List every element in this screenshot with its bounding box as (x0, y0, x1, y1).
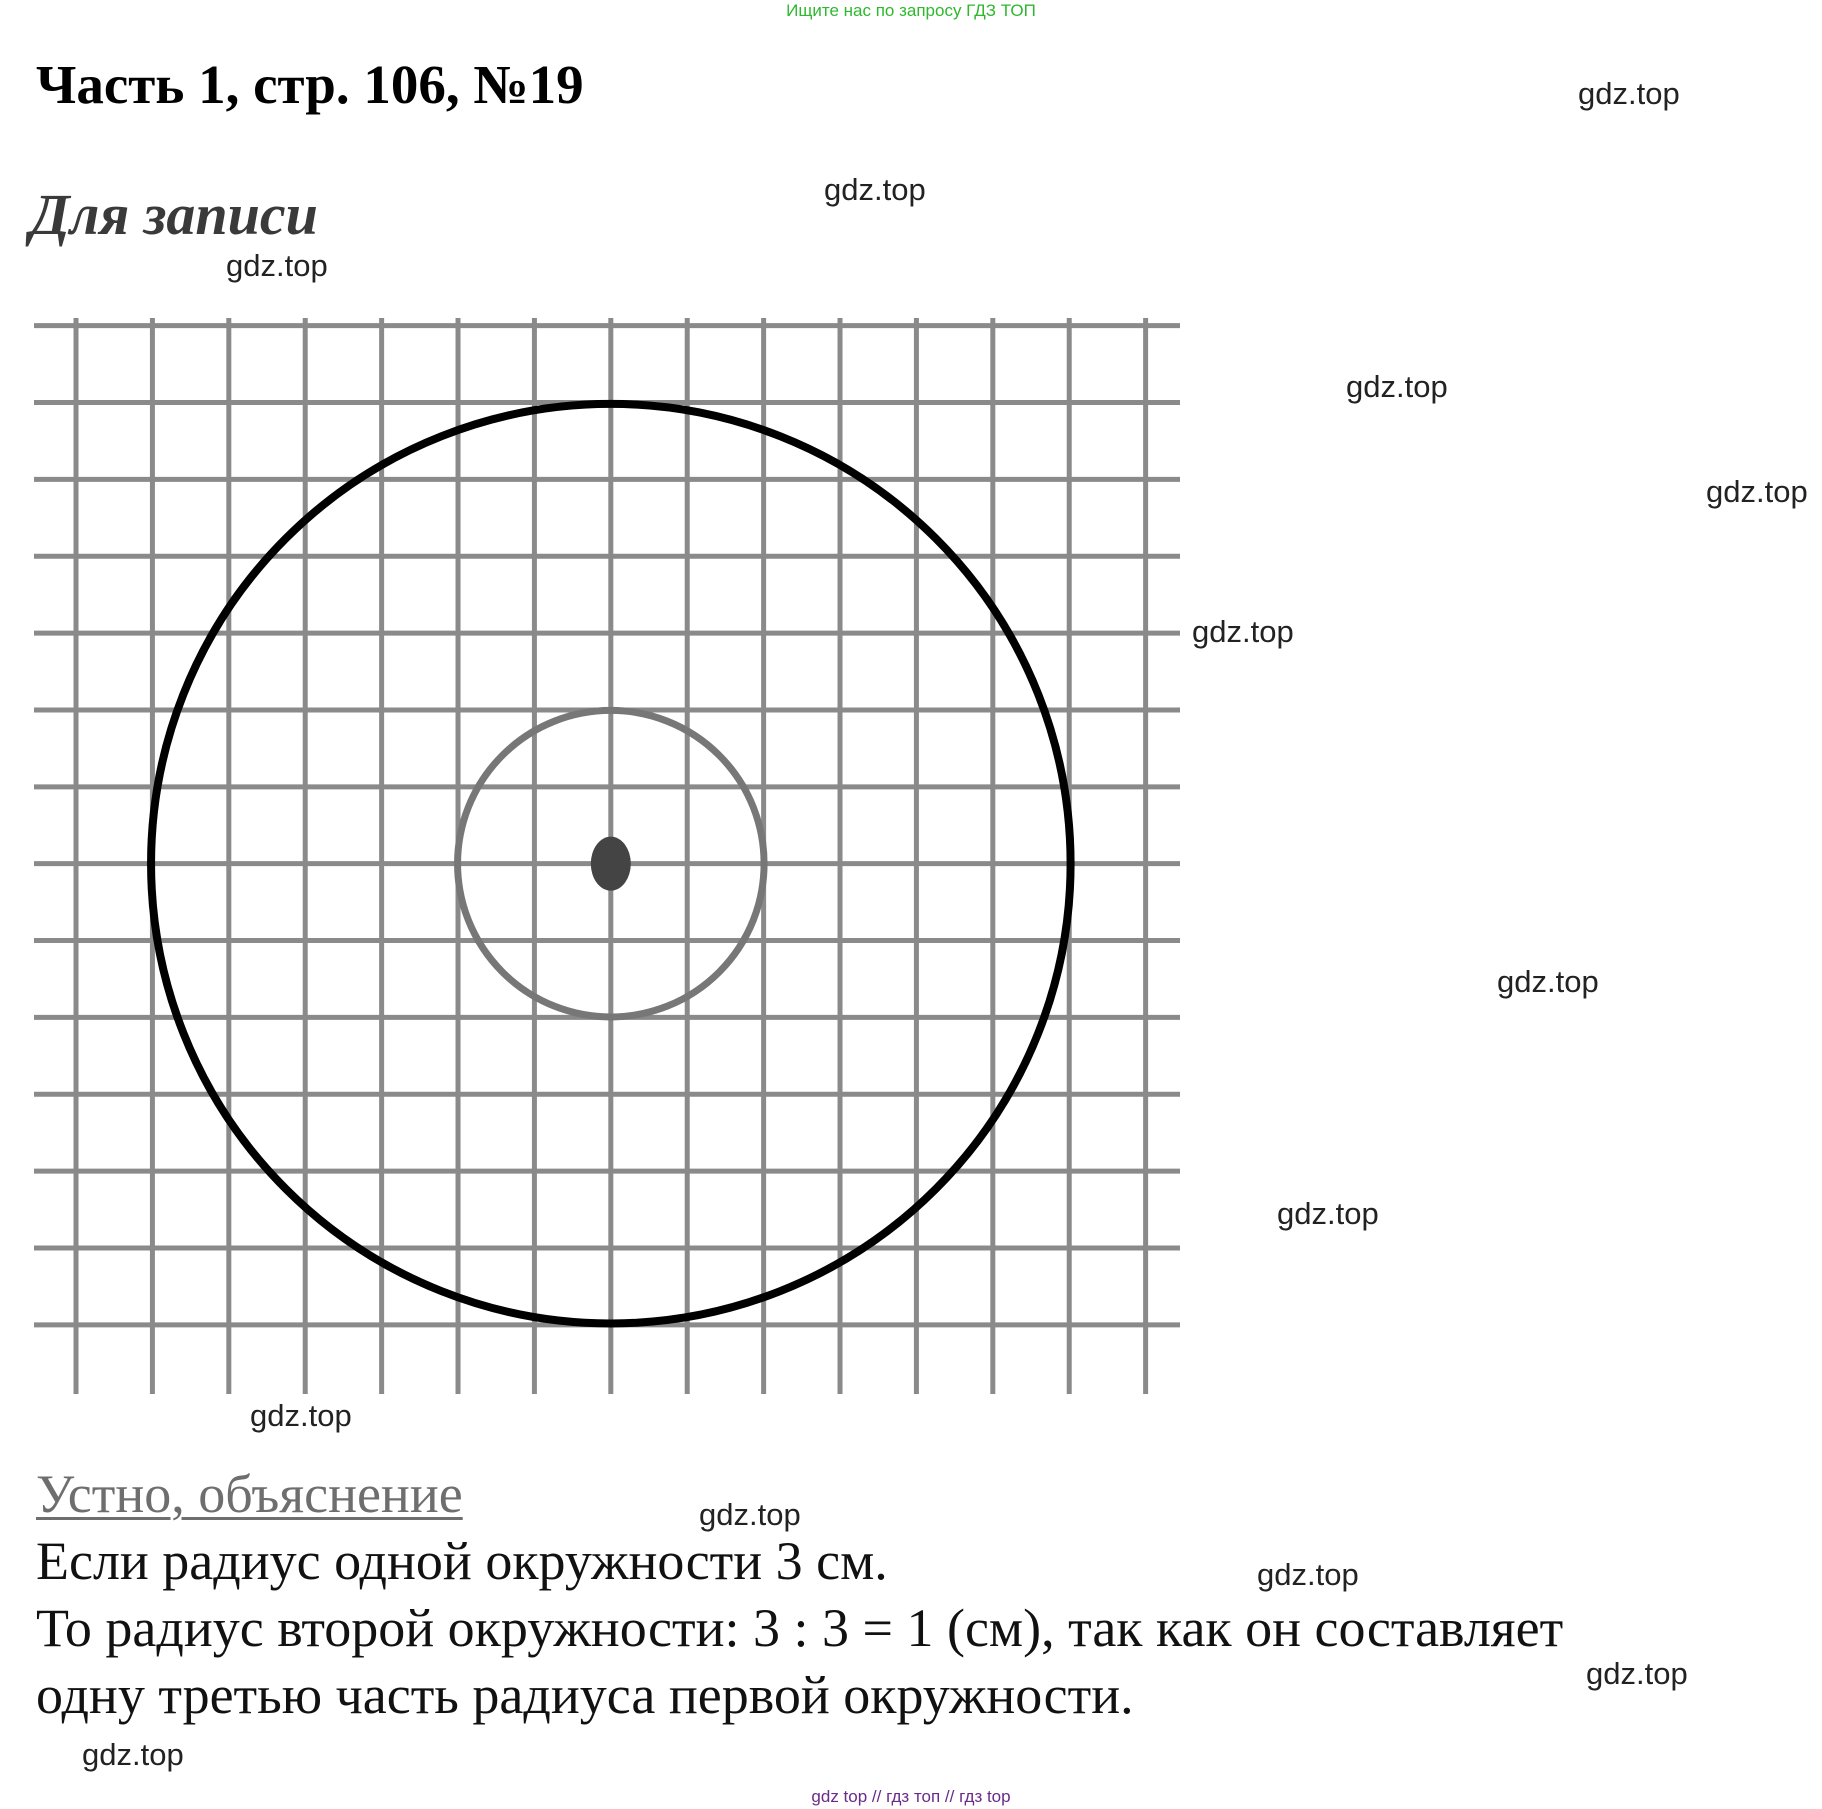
page-title: Часть 1, стр. 106, №19 (36, 54, 584, 115)
watermark: gdz.top (226, 248, 328, 283)
circles-figure (34, 318, 1180, 1394)
grid-drawing (34, 318, 1180, 1394)
watermark: gdz.top (1586, 1656, 1688, 1691)
center-point (591, 837, 631, 891)
oral-explanation-heading: Устно, объяснение (36, 1464, 463, 1524)
watermark: gdz.top (1277, 1196, 1379, 1231)
watermark: gdz.top (699, 1497, 801, 1532)
watermark: gdz.top (1706, 474, 1808, 509)
watermark: gdz.top (82, 1737, 184, 1772)
watermark: gdz.top (1346, 369, 1448, 404)
footer-note: gdz top // гдз топ // гдз top (811, 1787, 1011, 1806)
watermark: gdz.top (1497, 964, 1599, 999)
watermark: gdz.top (1257, 1557, 1359, 1592)
watermark: gdz.top (1192, 614, 1294, 649)
top-search-hint: Ищите нас по запросу ГДЗ ТОП (786, 1, 1036, 20)
watermark: gdz.top (824, 172, 926, 207)
record-heading: Для записи (30, 182, 318, 247)
watermark: gdz.top (250, 1398, 352, 1433)
watermark: gdz.top (1578, 76, 1680, 111)
explanation-line-3: одну третью часть радиуса первой окружности. (36, 1665, 1134, 1725)
explanation-line-1: Если радиус одной окружности 3 см. (36, 1531, 888, 1591)
explanation-line-2: То радиус второй окружности: 3 : 3 = 1 (см), так как он составляет (36, 1598, 1564, 1658)
explanation-text (36, 1528, 1776, 1729)
